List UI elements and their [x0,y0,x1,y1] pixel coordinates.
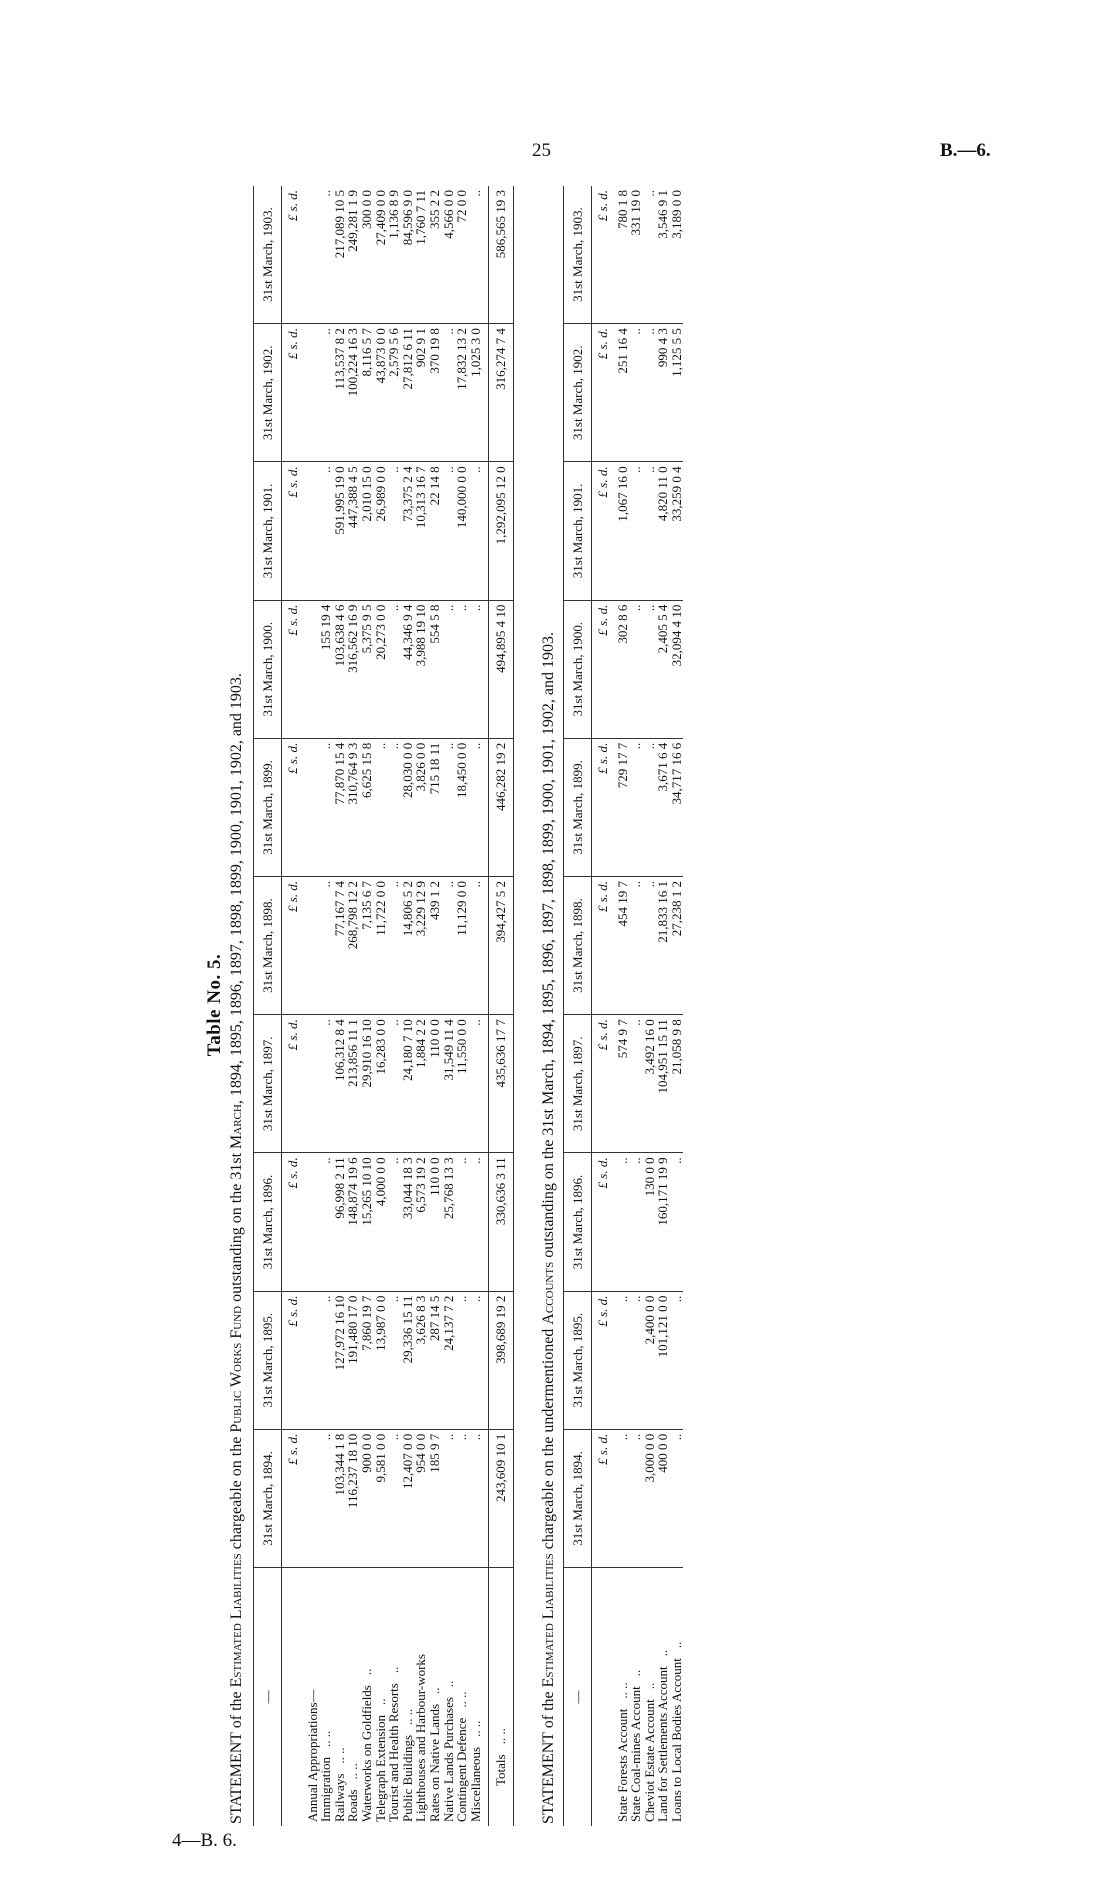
corner-cell: — [563,1568,591,1827]
table-row [414,186,428,1826]
table2-caption: STATEMENT of the Estimated Liabilities chargeable on the undermentioned Accounts outstanding on the 31st March, 1894, 1895, 1896, 1897, 1898, 1899, 1900, 1901, 1902, and 1903. [539,632,557,1824]
value-cell: 12,407 0 0 [401,1429,415,1567]
value-cell: 33,259 0 4 [670,462,684,600]
value-cell: 44,346 9 4 [401,600,415,738]
value-cell: 106,312 8 4 [333,1015,347,1153]
value-cell: 3,546 9 1 [656,186,670,324]
value-cell: 22 14 8 [428,462,442,600]
column-header: 31st March, 1899. [563,738,591,876]
value-cell: 1,136 8 9 [387,186,401,324]
value-cell: 4,820 11 0 [656,462,670,600]
value-cell: 300 0 0 [360,186,374,324]
value-cell: 191,480 17 0 [346,1291,360,1429]
row-label: Land for Settlements Account.. [655,1649,671,1822]
value-cell: 148,874 19 6 [346,1153,360,1291]
value-cell: 1,884 2 2 [414,1015,428,1153]
column-header: 31st March, 1901. [254,462,282,600]
units-cell: £ s. d. [591,1015,615,1153]
total-cell: 330,636 3 11 [489,1153,514,1291]
total-cell: 494,895 4 10 [489,600,514,738]
value-cell: .. [387,738,401,876]
table-row [319,186,333,1826]
value-cell: 554 5 8 [428,600,442,738]
value-cell: 27,409 0 0 [374,186,388,324]
row-label: Tourist and Health Resorts.. [386,1666,402,1822]
value-cell: .. [643,324,657,462]
value-cell: 160,171 19 9 [656,1153,670,1291]
column-header: 31st March, 1899. [254,738,282,876]
value-cell: .. [469,876,483,1014]
value-cell: 2,400 0 0 [643,1291,657,1429]
value-cell: 72 0 0 [455,186,469,324]
value-cell: 27,238 1 2 [670,876,684,1014]
value-cell: 5,375 9 5 [360,600,374,738]
value-cell: 20,273 0 0 [374,600,388,738]
value-cell: 2,579 5 6 [387,324,401,462]
units-cell: £ s. d. [591,186,615,324]
table-row [670,186,684,1826]
value-cell: 11,722 0 0 [374,876,388,1014]
table-row [656,186,670,1826]
value-cell: .. [442,462,456,600]
value-cell: 3,671 6 4 [656,738,670,876]
value-cell: 1,760 7 11 [414,186,428,324]
value-cell: .. [442,600,456,738]
table2-header-row [563,186,591,1826]
row-label: Lighthouses and Harbour-works [413,1654,429,1822]
table1-header-row [254,186,282,1826]
column-header: 31st March, 1896. [563,1153,591,1291]
value-cell: .. [643,738,657,876]
value-cell: .. [629,600,643,738]
value-cell: 127,972 16 10 [333,1291,347,1429]
row-label: Waterworks on Goldfields.. [358,1668,374,1822]
value-cell: 454 19 7 [616,876,630,1014]
value-cell: 7,135 6 7 [360,876,374,1014]
totals-row [489,186,514,1826]
value-cell: .. [319,876,333,1014]
value-cell: 34,717 16 6 [670,738,684,876]
value-cell: 155 19 4 [319,600,333,738]
value-cell: 217,089 10 5 [333,186,347,324]
value-cell: 3,492 16 0 [643,1015,657,1153]
value-cell: 2,010 15 0 [360,462,374,600]
value-cell: 24,137 7 2 [442,1291,456,1429]
row-label: Cheviot Estate Account.. [641,1682,657,1822]
value-cell: .. [643,186,657,324]
value-cell: 110 0 0 [428,1153,442,1291]
value-cell: .. [629,1015,643,1153]
value-cell: 439 1 2 [428,876,442,1014]
column-header: 31st March, 1897. [563,1015,591,1153]
value-cell: .. [670,1429,684,1567]
value-cell: 110 0 0 [428,1015,442,1153]
column-header: 31st March, 1901. [563,462,591,600]
table1-caption: STATEMENT of the Estimated Liabilities chargeable on the Public Works Fund outstanding on the 31st March, 1894, 1895, 1896, 1897, 1898, 1899, 1900, 1901, 1902, and 1903. [228,673,245,1824]
value-cell: 103,344 1 8 [333,1429,347,1567]
column-header: 31st March, 1895. [254,1291,282,1429]
value-cell: .. [319,1015,333,1153]
column-header: 31st March, 1903. [563,186,591,324]
value-cell: .. [442,324,456,462]
value-cell: 21,058 9 8 [670,1015,684,1153]
value-cell: .. [643,876,657,1014]
table-heading: Table No. 5. [204,953,225,1057]
units-cell: £ s. d. [282,1291,306,1429]
value-cell: 902 9 1 [414,324,428,462]
value-cell: .. [455,600,469,738]
value-cell: 84,596 9 0 [401,186,415,324]
value-cell: 3,189 0 0 [670,186,684,324]
units-cell: £ s. d. [591,1153,615,1291]
value-cell: 355 2 2 [428,186,442,324]
row-label: Miscellaneous.. .. [467,1720,483,1822]
value-cell: .. [387,1291,401,1429]
value-cell: .. [629,324,643,462]
value-cell: 3,826 0 0 [414,738,428,876]
value-cell: 715 18 11 [428,738,442,876]
row-label: Immigration.. .. [318,1730,334,1822]
value-cell: 251 16 4 [616,324,630,462]
units-cell: £ s. d. [591,876,615,1014]
column-header: 31st March, 1900. [563,600,591,738]
total-cell: 1,292,095 12 0 [489,462,514,600]
value-cell: 101,121 0 0 [656,1291,670,1429]
value-cell: 6,625 15 8 [360,738,374,876]
total-cell: 446,282 19 2 [489,738,514,876]
value-cell: 130 0 0 [643,1153,657,1291]
total-cell: 316,274 7 4 [489,324,514,462]
value-cell: 17,832 13 2 [455,324,469,462]
row-label: Railways.. .. [331,1747,347,1822]
units-cell: £ s. d. [591,324,615,462]
units-cell: £ s. d. [282,1153,306,1291]
column-header: 31st March, 1894. [254,1429,282,1567]
units-row [591,186,615,1826]
table-row [442,186,456,1826]
value-cell: .. [670,1153,684,1291]
value-cell: 113,537 8 2 [333,324,347,462]
value-cell: .. [469,1291,483,1429]
value-cell: .. [319,186,333,324]
row-label: Native Lands Purchases.. [440,1680,456,1822]
value-cell: 370 19 8 [428,324,442,462]
value-cell: 1,025 3 0 [469,324,483,462]
value-cell: .. [670,1291,684,1429]
value-cell: 287 14 5 [428,1291,442,1429]
page-footer: 4—B. 6. [172,1830,237,1851]
value-cell: .. [319,462,333,600]
column-header: 31st March, 1895. [563,1291,591,1429]
value-cell: 1,125 5 5 [670,324,684,462]
units-cell: £ s. d. [591,462,615,600]
document-reference: B.—6. [940,140,991,161]
value-cell: 24,180 7 10 [401,1015,415,1153]
value-cell: .. [643,600,657,738]
total-cell: 435,636 17 7 [489,1015,514,1153]
row-label: Contingent Defence.. .. [454,1691,470,1822]
value-cell: 990 4 3 [656,324,670,462]
value-cell: 32,094 4 10 [670,600,684,738]
value-cell: .. [319,1429,333,1567]
value-cell: 25,768 13 3 [442,1153,456,1291]
value-cell: 900 0 0 [360,1429,374,1567]
value-cell: 10,313 16 7 [414,462,428,600]
value-cell: 3,988 19 10 [414,600,428,738]
table-row [643,186,657,1826]
value-cell: 185 9 7 [428,1429,442,1567]
value-cell: 1,067 16 0 [616,462,630,600]
value-cell: 4,000 0 0 [374,1153,388,1291]
value-cell: 3,229 12 9 [414,876,428,1014]
section-row [306,186,320,1826]
value-cell: .. [319,324,333,462]
value-cell: 780 1 8 [616,186,630,324]
value-cell: .. [643,462,657,600]
table-row [360,186,374,1826]
value-cell: .. [629,738,643,876]
column-header: 31st March, 1902. [563,324,591,462]
value-cell: .. [387,462,401,600]
value-cell: .. [387,600,401,738]
accounts-liabilities-table [563,186,684,1826]
table-row [455,186,469,1826]
value-cell: 116,237 18 10 [346,1429,360,1567]
value-cell: 331 19 0 [629,186,643,324]
row-label: Telegraph Extension.. [372,1698,388,1822]
table-row [346,186,360,1826]
column-header: 31st March, 1900. [254,600,282,738]
value-cell: .. [629,1153,643,1291]
column-header: 31st March, 1903. [254,186,282,324]
column-header: 31st March, 1898. [563,876,591,1014]
value-cell: 73,375 2 4 [401,462,415,600]
value-cell: .. [469,738,483,876]
units-cell: £ s. d. [282,324,306,462]
units-cell: £ s. d. [591,600,615,738]
value-cell: .. [455,1429,469,1567]
value-cell: 9,581 0 0 [374,1429,388,1567]
value-cell: 3,626 8 3 [414,1291,428,1429]
table-row [374,186,388,1826]
table-row [333,186,347,1826]
value-cell: 3,000 0 0 [643,1429,657,1567]
value-cell: .. [629,876,643,1014]
value-cell: .. [629,462,643,600]
column-header: 31st March, 1898. [254,876,282,1014]
value-cell: 400 0 0 [656,1429,670,1567]
corner-cell: — [254,1568,282,1827]
value-cell: 77,167 7 4 [333,876,347,1014]
value-cell: .. [616,1291,630,1429]
page-number: 25 [532,140,551,161]
value-cell: 213,856 11 1 [346,1015,360,1153]
public-works-liabilities-table [253,186,514,1826]
units-cell: £ s. d. [282,1015,306,1153]
units-cell: £ s. d. [282,462,306,600]
row-label: State Forests Account.. .. [614,1682,630,1822]
value-cell: 104,951 15 11 [656,1015,670,1153]
value-cell: 6,573 19 2 [414,1153,428,1291]
totals-label: Totals.. .. [489,1568,514,1827]
value-cell: 249,281 1 9 [346,186,360,324]
value-cell: 26,989 0 0 [374,462,388,600]
table-row [469,186,483,1826]
value-cell: .. [319,1153,333,1291]
value-cell: 729 17 7 [616,738,630,876]
row-label: Loans to Local Bodies Account.. [668,1641,684,1822]
value-cell: 103,638 4 6 [333,600,347,738]
value-cell: .. [469,1153,483,1291]
value-cell: 11,129 0 0 [455,876,469,1014]
value-cell: 43,873 0 0 [374,324,388,462]
column-header: 31st March, 1896. [254,1153,282,1291]
value-cell: .. [387,1153,401,1291]
rotated-content [200,180,920,1830]
value-cell: 7,860 19 7 [360,1291,374,1429]
value-cell: 33,044 18 3 [401,1153,415,1291]
value-cell: 31,549 11 4 [442,1015,456,1153]
total-cell: 586,565 19 3 [489,186,514,324]
units-cell: £ s. d. [282,600,306,738]
value-cell: .. [387,876,401,1014]
total-cell: 394,427 5 2 [489,876,514,1014]
table-row [387,186,401,1826]
value-cell: .. [469,462,483,600]
units-cell: £ s. d. [282,738,306,876]
value-cell: .. [319,1291,333,1429]
value-cell: .. [469,186,483,324]
value-cell: 447,388 4 5 [346,462,360,600]
value-cell: .. [469,600,483,738]
value-cell: .. [469,1015,483,1153]
value-cell: .. [319,738,333,876]
table-row [629,186,643,1826]
value-cell: 14,806 5 2 [401,876,415,1014]
value-cell: 316,562 16 9 [346,600,360,738]
value-cell: 310,764 9 3 [346,738,360,876]
total-cell: 243,609 10 1 [489,1429,514,1567]
value-cell: 21,833 16 1 [656,876,670,1014]
value-cell: 11,550 0 0 [455,1015,469,1153]
units-cell: £ s. d. [282,876,306,1014]
units-cell: £ s. d. [282,1429,306,1567]
value-cell: 18,450 0 0 [455,738,469,876]
column-header: 31st March, 1902. [254,324,282,462]
value-cell: 16,283 0 0 [374,1015,388,1153]
value-cell: .. [455,1153,469,1291]
value-cell: 28,030 0 0 [401,738,415,876]
value-cell: 13,987 0 0 [374,1291,388,1429]
table-row [401,186,415,1826]
units-cell: £ s. d. [591,1291,615,1429]
value-cell: .. [387,1015,401,1153]
value-cell: .. [629,1429,643,1567]
value-cell: 96,998 2 11 [333,1153,347,1291]
value-cell: 29,336 15 11 [401,1291,415,1429]
value-cell: 591,995 19 0 [333,462,347,600]
value-cell: .. [442,876,456,1014]
value-cell: 954 0 0 [414,1429,428,1567]
row-label: Rates on Native Lands.. [426,1687,442,1822]
value-cell: .. [374,738,388,876]
column-header: 31st March, 1894. [563,1429,591,1567]
value-cell: 2,405 5 4 [656,600,670,738]
units-row [282,186,306,1826]
value-cell: 574 9 7 [616,1015,630,1153]
units-cell: £ s. d. [591,1429,615,1567]
value-cell: 29,910 16 10 [360,1015,374,1153]
value-cell: 27,812 6 11 [401,324,415,462]
column-header: 31st March, 1897. [254,1015,282,1153]
section-label: Annual Appropriations— [304,1689,320,1822]
value-cell: .. [616,1429,630,1567]
value-cell: .. [616,1153,630,1291]
value-cell: .. [469,1429,483,1567]
table-row [616,186,630,1826]
value-cell: .. [387,1429,401,1567]
table-row [428,186,442,1826]
units-cell: £ s. d. [591,738,615,876]
value-cell: 140,000 0 0 [455,462,469,600]
value-cell: 302 8 6 [616,600,630,738]
value-cell: 15,265 10 10 [360,1153,374,1291]
value-cell: 268,798 12 2 [346,876,360,1014]
value-cell: 8,116 5 7 [360,324,374,462]
total-cell: 398,689 19 2 [489,1291,514,1429]
value-cell: 4,566 0 0 [442,186,456,324]
value-cell: .. [442,1429,456,1567]
value-cell: .. [442,738,456,876]
row-label: State Coal-mines Account.. [628,1669,644,1822]
value-cell: 100,224 16 3 [346,324,360,462]
value-cell: .. [455,1291,469,1429]
units-cell: £ s. d. [282,186,306,324]
row-label: Roads.. .. [345,1763,361,1822]
value-cell: 77,870 15 4 [333,738,347,876]
value-cell: .. [629,1291,643,1429]
row-label: Public Buildings.. .. [399,1708,415,1822]
